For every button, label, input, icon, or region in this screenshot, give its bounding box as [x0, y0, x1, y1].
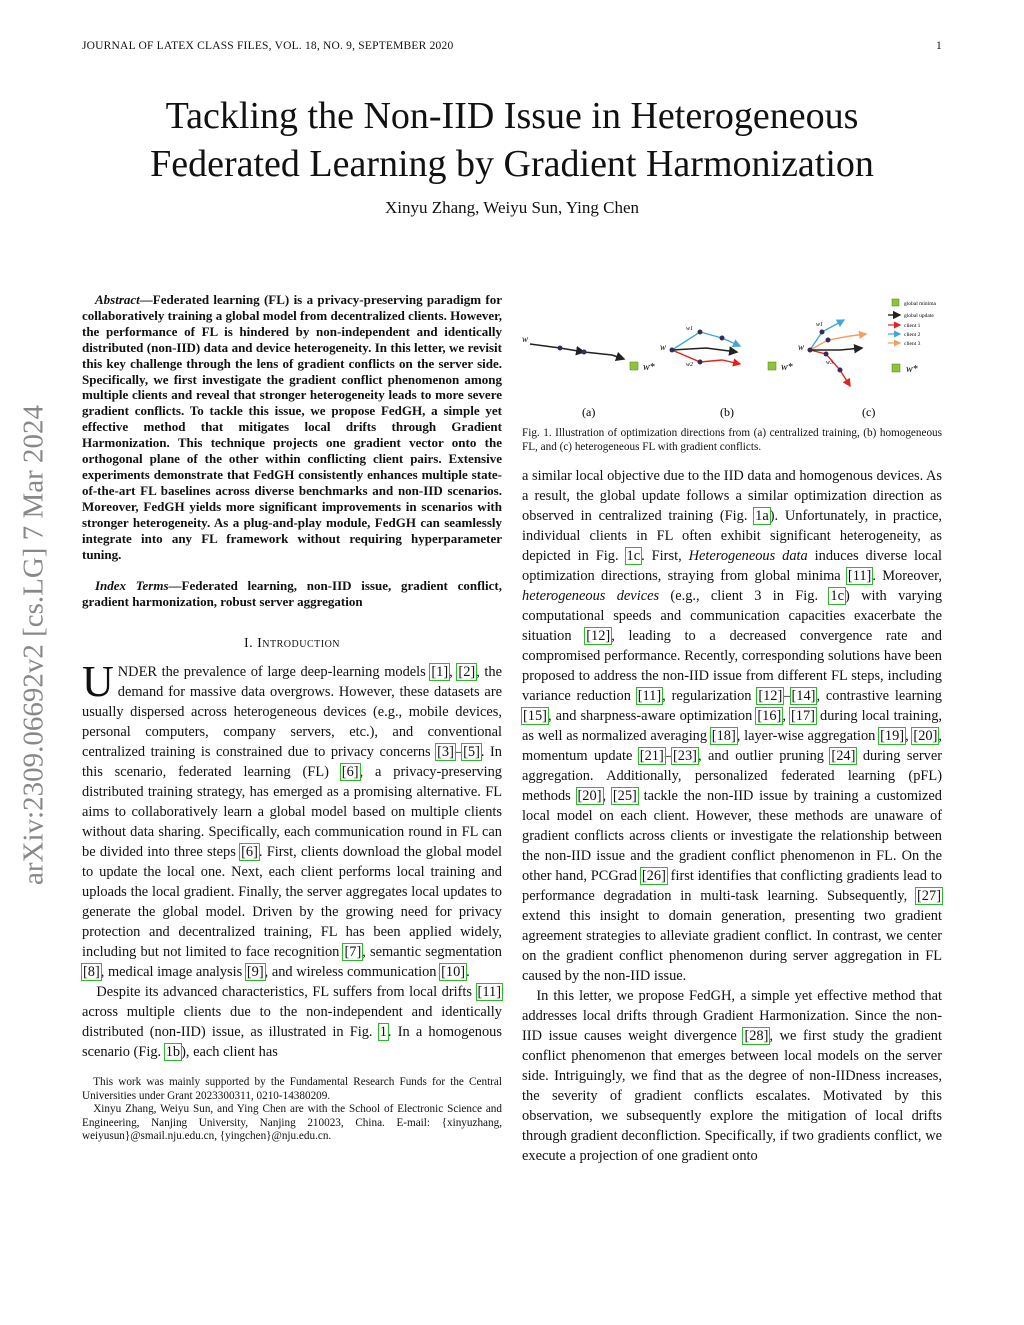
citation-link[interactable]: [19] [880, 728, 905, 744]
text-run: NDER the prevalence of large deep-learning models [117, 664, 431, 681]
text-run: during server aggregation. Additionally, personalized federated learning (pFL) methods [522, 748, 943, 804]
citation-link[interactable]: [20] [913, 728, 938, 744]
text-run: , contrastive learning [816, 688, 942, 704]
index-terms-text: —Federated learning, non-IID issue, gradient conflict, gradient harmonization, robust server aggregation [82, 578, 503, 610]
subfigure-label-b: (b) [720, 405, 734, 419]
client2-path [672, 350, 740, 364]
text-run: , [449, 664, 458, 681]
text-run: a similar local objective due to the IID data and homogenous devices. As a result, the global update follows a similar optimization direction as observed in centralized training (Fig. [522, 468, 943, 524]
text-run: , and sharpness-aware optimization [547, 708, 757, 724]
author-list: Xinyu Zhang, Weiyu Sun, Ying Chen [384, 198, 640, 217]
label-w: w [522, 334, 529, 344]
citation-link[interactable]: [7] [344, 944, 362, 961]
intro-paragraph-2 [82, 982, 502, 1062]
figure-legend [888, 299, 936, 347]
right-paragraph-1 [522, 466, 942, 986]
text-run: . First, [641, 548, 689, 564]
global-minima-marker [892, 364, 900, 372]
page-number: 1 [936, 40, 942, 52]
figure-ref-link[interactable]: 1a [755, 508, 769, 524]
citation-link[interactable]: [1] [431, 664, 449, 681]
figure-ref-link[interactable]: 1c [830, 588, 845, 604]
step-point [558, 346, 563, 351]
global-update-path [672, 348, 737, 352]
legend-global-update: global update [904, 313, 934, 319]
step-point [838, 368, 843, 373]
text-run: , a privacy-preserving distributed training strategy, has emerged as a promising alternative. FL aims to collaboratively learn a global model based on multiple clients without data sharing. Specifically, each communication round in FL can be divided into three steps [82, 764, 502, 861]
step-point [582, 350, 587, 355]
right-column [522, 292, 942, 1166]
text-run: during local training, as well as normalized averaging [522, 708, 942, 744]
citation-link[interactable]: [2] [458, 664, 476, 681]
drop-cap: U [82, 657, 114, 707]
citation-link[interactable]: [20] [577, 788, 602, 804]
citation-link[interactable]: [12] [758, 688, 783, 704]
citation-link[interactable]: [28] [744, 1028, 769, 1044]
citation-link[interactable]: [26] [641, 868, 666, 884]
label-w: w [798, 342, 805, 352]
figure-ref-link[interactable]: 1b [165, 1044, 181, 1061]
abstract [82, 292, 502, 562]
index-terms-label: Index Terms [95, 578, 169, 594]
citation-link[interactable]: [11] [477, 984, 501, 1001]
text-run: ) with varying computational speeds and communication capacities exacerbate the situation [522, 588, 943, 644]
citation-link[interactable]: [3] [437, 744, 454, 761]
step-point [820, 330, 825, 335]
label-w1: w1 [816, 322, 824, 328]
citation-link[interactable]: [18] [711, 728, 736, 744]
text-run: ), each client has [181, 1044, 278, 1061]
emphasis: heterogeneous devices [522, 588, 660, 604]
citation-link[interactable]: [23] [672, 748, 697, 764]
arxiv-stamp [14, 360, 54, 930]
legend-client-1: client 1 [904, 323, 921, 329]
text-run: , and outlier pruning [697, 748, 831, 764]
legend-swatch-minima [892, 299, 899, 306]
label-w2: w2 [686, 362, 694, 368]
label-wstar: w* [643, 362, 655, 373]
step-point [670, 348, 675, 353]
citation-link[interactable]: [9] [246, 964, 264, 981]
citation-link[interactable]: [12] [586, 628, 611, 644]
subfigure-b [660, 326, 793, 419]
text-run: , momentum update [522, 728, 943, 764]
subfigure-c [798, 299, 936, 419]
index-terms [82, 578, 502, 610]
text-run: first identifies that conflicting gradients lead to performance degradation in multi-task learning. Subsequently, [522, 868, 942, 904]
step-point [698, 330, 703, 335]
text-run: , semantic segmentation [362, 944, 502, 961]
running-header [82, 40, 942, 52]
step-point [698, 360, 703, 365]
text-run: In this letter, we propose FedGH, a simple yet effective method that addresses local drifts through Gradient Harmonization. Since the non-IID issue causes weight divergence [522, 988, 942, 1044]
figure-1 [522, 292, 942, 422]
citation-link[interactable]: [10] [441, 964, 466, 981]
text-run: . In a homogenous scenario (Fig. [82, 1024, 502, 1061]
paper-title [0, 92, 1024, 188]
citation-link[interactable]: [6] [241, 844, 258, 861]
label-w1: w1 [686, 326, 694, 332]
text-run: extend this insight to domain generation, presenting two gradient agreement strategies to alleviate gradient conflict. In contrast, we center on the gradient conflict phenomenon during server aggregation in FL caused by the non-IID issue. [522, 908, 942, 984]
text-run: , and wireless communication [264, 964, 441, 981]
citation-link[interactable]: [24] [831, 748, 856, 764]
legend-global-minima: global minima [904, 301, 936, 307]
global-update-path [810, 348, 862, 350]
label-wstar: w* [781, 362, 793, 373]
journal-name: JOURNAL OF LATEX CLASS FILES, VOL. 18, NO. 9, SEPTEMBER 2020 [82, 40, 454, 52]
text-run: , the demand for massive data overgrows. However, these datasets are usually dispersed across heterogeneous devices (e.g., mobile devices, personal computers, company servers, etc.), and conventional centralized training is constrained due to privacy concerns [82, 664, 502, 761]
abstract-label: Abstract [95, 292, 140, 307]
citation-link[interactable]: [6] [341, 764, 359, 781]
label-w: w [660, 342, 667, 352]
subfigure-a [522, 334, 655, 419]
text-run: , we first study the gradient conflict phenomenon that emerges between local models on the server side. Intriguingly, we find that as the degree of non-IIDness increases, the severity of gradient conflicts escalates. Motivated by this observation, we subsequently explore the mitigation of local drifts through gradient deconfliction. Specifically, if two gradients conflict, we execute a projection of one gradient onto [522, 1028, 942, 1164]
text-run: , regularization [662, 688, 758, 704]
subfigure-label-c: (c) [862, 405, 876, 419]
step-point [720, 336, 725, 341]
legend-client-2: client 2 [904, 332, 921, 338]
footnote-funding: This work was mainly supported by the Fundamental Research Funds for the Central Universities under Grant 2023300311, 0210-14380209. [82, 1076, 502, 1102]
text-run: (e.g., client 3 in Fig. [659, 588, 830, 604]
text-run: , [782, 708, 790, 724]
step-point [808, 348, 813, 353]
text-run: . [466, 964, 470, 981]
title-line-2: Federated Learning by Gradient Harmonization [150, 143, 874, 185]
citation-link[interactable]: [5] [463, 744, 480, 761]
global-minima-marker [630, 362, 638, 370]
text-run: – [664, 748, 672, 764]
arxiv-stamp-text: arXiv:2309.06692v2 [cs.LG] 7 Mar 2024 [17, 404, 50, 886]
figure-1-graphic [522, 292, 942, 422]
citation-link[interactable]: [21] [639, 748, 664, 764]
citation-link[interactable]: [25] [612, 788, 637, 804]
text-run: – [454, 744, 463, 761]
subfigure-label-a: (a) [582, 405, 596, 419]
text-run: , [905, 728, 913, 744]
citation-link[interactable]: [16] [757, 708, 782, 724]
text-run: ). Unfortunately, in practice, individual clients in FL often exhibit significant heterogeneity, as depicted in Fig. [522, 508, 942, 564]
step-point [826, 338, 831, 343]
citation-link[interactable]: [15] [523, 708, 547, 724]
emphasis: Heterogeneous data [688, 548, 808, 564]
text-run: across multiple clients due to the non-independent and identically distributed (non-IID) issue, as illustrated in Fig. [82, 1004, 502, 1041]
text-run: – [783, 688, 791, 704]
label-w3: w3 [826, 360, 834, 366]
citation-link[interactable]: [8] [83, 964, 100, 981]
text-run: tackle the non-IID issue by training a customized local model on each client. However, these methods are unaware of gradient conflicts across clients or investigate the relationship between the non-IID issue and the gradient conflict phenomenon in FL. On the other hand, PCGrad [522, 788, 942, 884]
global-update-path [530, 344, 584, 352]
text-run: , medical image analysis [100, 964, 246, 981]
label-wstar: w* [906, 364, 918, 375]
text-run: Despite its advanced characteristics, FL suffers from local drifts [96, 984, 477, 1001]
abstract-text: —Federated learning (FL) is a privacy-preserving paradigm for collaboratively training a global model from decentralized clients. However, the performance of FL is hindered by non-independent and identically distributed (non-IID) data and device heterogeneity. In this letter, we revisit this key challenge through the lens of gradient conflicts on the server side. Specifically, we first investigate the gradient conflict phenomenon among multiple clients and reveal that stronger heterogeneity leads to more severe gradient conflicts. To tackle this issue, we propose FedGH, a simple yet effective method that mitigates local drifts through Gradient Harmonization. This technique projects one gradient vector onto the orthogonal plane of the other within conflicting client pairs. Extensive experiments demonstrate that FedGH consistently enhances multiple state-of-the-art FL baselines across diverse benchmarks and non-IID scenarios. Moreover, FedGH yields more significant improvements in scenarios with stronger heterogeneity. As a plug-and-play module, FedGH can seamlessly integrate into any FL framework without requiring hyperparameter tuning. [82, 292, 502, 562]
text-run: , [602, 788, 612, 804]
citation-link[interactable]: [11] [637, 688, 662, 704]
legend-client-3: client 3 [904, 341, 921, 347]
global-minima-marker [768, 362, 776, 370]
citation-link[interactable]: [17] [790, 708, 815, 724]
text-run: , layer-wise aggregation [736, 728, 880, 744]
right-paragraph-2 [522, 986, 942, 1166]
text-run: . Moreover, [872, 568, 942, 584]
title-line-1: Tackling the Non-IID Issue in Heterogeneous [165, 95, 859, 137]
figure-ref-link[interactable]: 1c [626, 548, 641, 564]
figure-1-caption: Fig. 1. Illustration of optimization directions from (a) centralized training, (b) homogeneous FL, and (c) heterogeneous FL with gradient conflicts. [522, 427, 942, 453]
intro-paragraph-1 [82, 657, 502, 982]
text-run: induces diverse local optimization directions, straying from global minima [522, 548, 943, 584]
text-run: . First, clients download the global model to update the local one. Next, each client performs local training and uploads the local gradient. Finally, the server aggregates local updates to generate the global model. Driven by the growing need for privacy protection and decentralized training, FL has been applied widely, including but not limited to face recognition [82, 844, 502, 961]
step-point [824, 352, 829, 357]
section-heading-introduction: I. Introduction [243, 636, 341, 652]
client2-path [810, 350, 850, 386]
citation-link[interactable]: [11] [847, 568, 872, 584]
citation-link[interactable]: [14] [791, 688, 816, 704]
footnote-affiliation: Xinyu Zhang, Weiyu Sun, and Ying Chen are with the School of Electronic Science and Engineering, Nanjing University, Nanjing 210023, China. E-mail: {xinyuzhang, weiyusun}@smail.nju.edu.cn, {yingchen}@nju.edu.cn. [82, 1103, 502, 1143]
text-run: , leading to a decreased convergence rate and compromised performance. Recently, corresponding solutions have been proposed to address the non-IID issue from different FL steps, including variance reduction [522, 628, 942, 704]
citation-link[interactable]: [27] [917, 888, 941, 904]
global-update-path [584, 352, 624, 359]
left-column [82, 292, 502, 1144]
text-run: . In this scenario, federated learning (FL) [82, 744, 502, 781]
figure-ref-link[interactable]: 1 [379, 1024, 387, 1041]
